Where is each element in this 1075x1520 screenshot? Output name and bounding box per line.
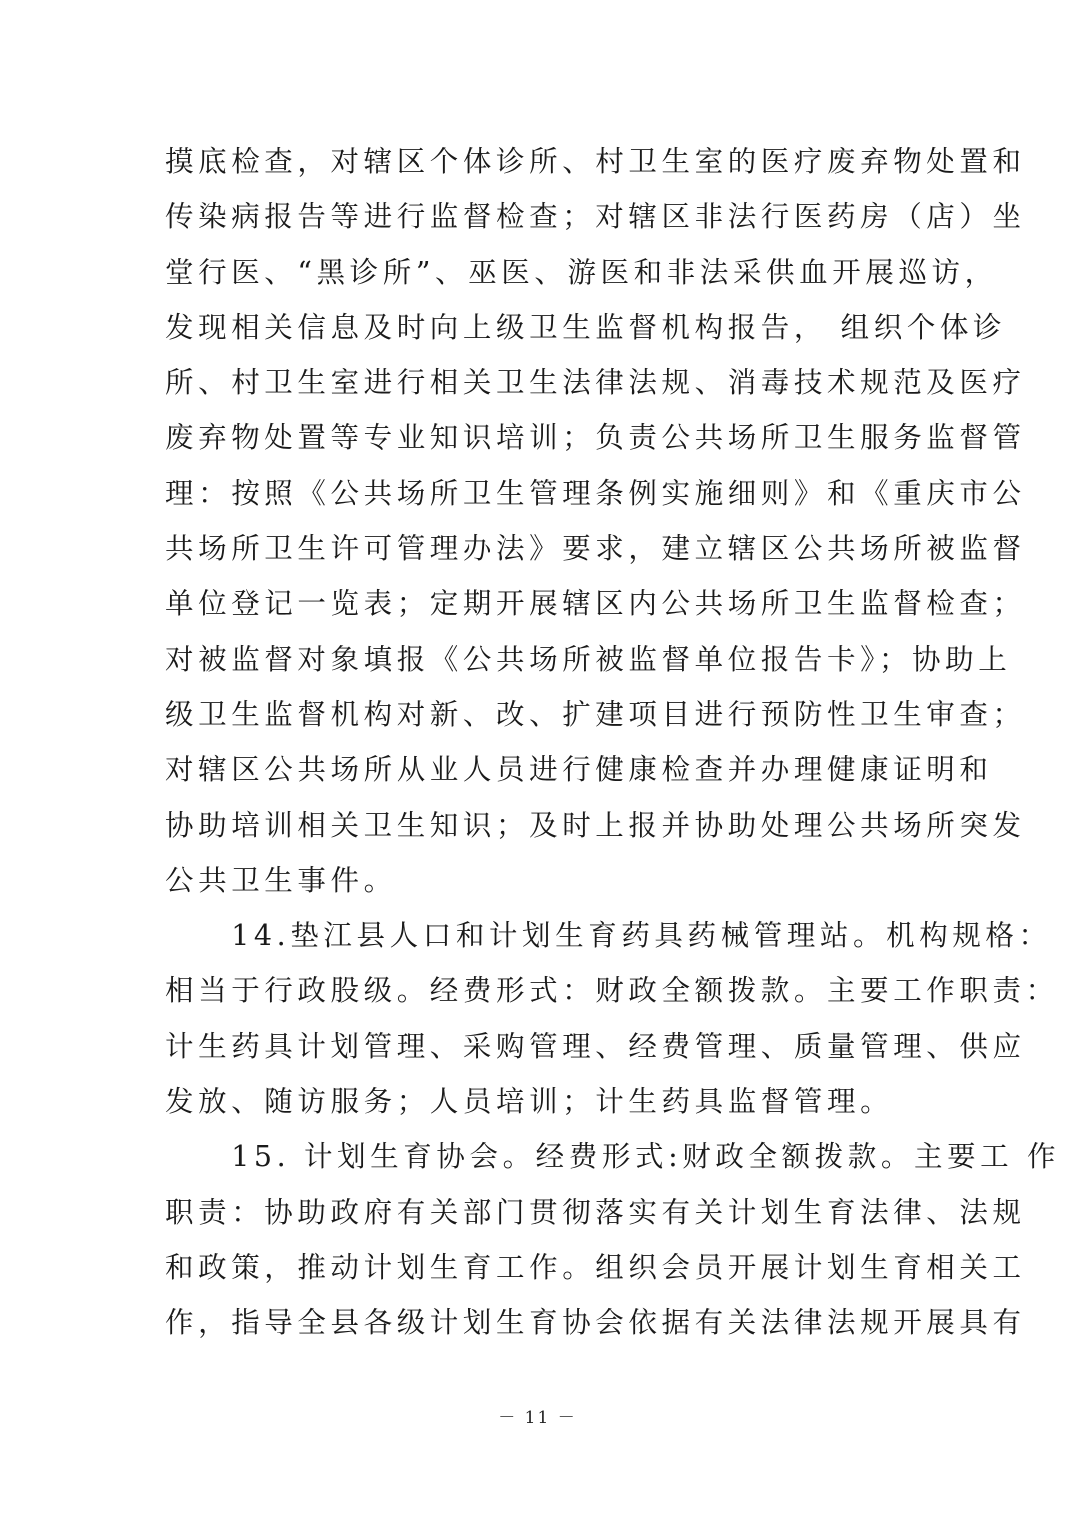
text-line: 作，指导全县各级计划生育协会依据有关法律法规开展具有 — [165, 1306, 1026, 1340]
text-line: 协助培训相关卫生知识；及时上报并协助处理公共场所突发 — [165, 808, 1026, 842]
text-line: 摸底检查，对辖区个体诊所、村卫生室的医疗废弃物处置和 — [165, 145, 1026, 178]
text-line: 理：按照《公共场所卫生管理条例实施细则》和《重庆市公 — [165, 476, 1026, 510]
text-line: 单位登记一览表；定期开展辖区内公共场所卫生监督检查； — [165, 587, 1026, 621]
text-line: 对辖区公共场所从业人员进行健康检查并办理健康证明和 — [165, 753, 993, 787]
text-line: 级卫生监督机构对新、改、扩建项目进行预防性卫生审查； — [165, 697, 1026, 731]
text-line: 废弃物处置等专业知识培训；负责公共场所卫生服务监督管 — [165, 421, 1026, 455]
text-line: 相当于行政股级。经费形式：财政全额拨款。主要工作职责： — [165, 974, 1059, 1008]
text-line: 计生药具计划管理、采购管理、经费管理、质量管理、供应 — [165, 1029, 1026, 1063]
text-line: 所、村卫生室进行相关卫生法律法规、消毒技术规范及医疗 — [165, 366, 1026, 400]
text-line: 共场所卫生许可管理办法》要求，建立辖区公共场所被监督 — [165, 532, 1026, 566]
text-line: 发现相关信息及时向上级卫生监督机构报告， 组织个体诊 — [165, 310, 1007, 344]
text-line: 堂行医、“黑诊所”、巫医、游医和非法采供血开展巡访， — [165, 255, 998, 289]
text-line: 公共卫生事件。 — [165, 863, 397, 897]
body-text — [165, 134, 1061, 1351]
text-line: 对被监督对象填报《公共场所被监督单位报告卡》；协助上 — [165, 642, 1012, 676]
text-line: 传染病报告等进行监督检查；对辖区非法行医药房（店）坐 — [165, 200, 1026, 234]
text-line: 14.垫江县人口和计划生育药具药械管理站。机构规格： — [165, 919, 1052, 953]
text-line: 15. 计划生育协会。经费形式:财政全额拨款。主要工 作 — [165, 1140, 1061, 1174]
page-number: － 11 － — [498, 1408, 577, 1428]
text-line: 和政策，推动计划生育工作。组织会员开展计划生育相关工 — [165, 1250, 1026, 1284]
text-line: 职责：协助政府有关部门贯彻落实有关计划生育法律、法规 — [165, 1195, 1026, 1229]
text-line: 发放、随访服务；人员培训；计生药具监督管理。 — [165, 1085, 894, 1119]
